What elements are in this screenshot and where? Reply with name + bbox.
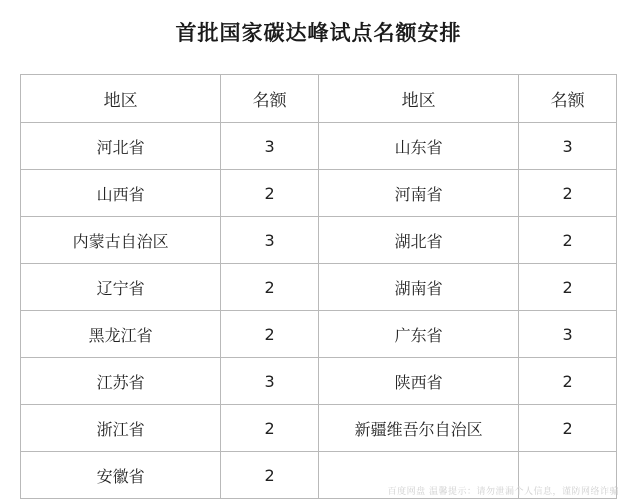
table-row bbox=[21, 452, 617, 499]
cell-region-right: 陕西省 bbox=[318, 358, 518, 405]
cell-quota-right: 2 bbox=[519, 170, 617, 217]
table-row bbox=[21, 405, 617, 452]
cell-quota-left: 2 bbox=[221, 452, 319, 499]
cell-region-right-empty bbox=[318, 452, 518, 499]
table-container bbox=[20, 74, 617, 499]
cell-quota-left: 2 bbox=[221, 311, 319, 358]
cell-quota-left: 3 bbox=[221, 217, 319, 264]
watermark-text: 百度网盘 温馨提示：请勿泄漏个人信息，谨防网络诈骗 bbox=[387, 487, 619, 497]
table-row bbox=[21, 311, 617, 358]
column-header-quota-left: 名额 bbox=[221, 75, 319, 123]
cell-region-right: 新疆维吾尔自治区 bbox=[318, 405, 518, 452]
cell-quota-right: 3 bbox=[519, 123, 617, 170]
column-header-quota-right: 名额 bbox=[519, 75, 617, 123]
table-row bbox=[21, 217, 617, 264]
column-header-region-left: 地区 bbox=[21, 75, 221, 123]
table-row bbox=[21, 170, 617, 217]
cell-quota-left: 2 bbox=[221, 264, 319, 311]
cell-region-left: 辽宁省 bbox=[21, 264, 221, 311]
table-header-row bbox=[21, 75, 617, 123]
table-row bbox=[21, 358, 617, 405]
cell-region-right: 山东省 bbox=[318, 123, 518, 170]
cell-region-left: 江苏省 bbox=[21, 358, 221, 405]
cell-quota-right: 2 bbox=[519, 405, 617, 452]
cell-region-left: 河北省 bbox=[21, 123, 221, 170]
cell-region-right: 河南省 bbox=[318, 170, 518, 217]
cell-region-left: 浙江省 bbox=[21, 405, 221, 452]
quota-table bbox=[20, 74, 617, 499]
table-row bbox=[21, 123, 617, 170]
cell-region-left: 黑龙江省 bbox=[21, 311, 221, 358]
cell-region-right: 广东省 bbox=[318, 311, 518, 358]
cell-quota-left: 3 bbox=[221, 358, 319, 405]
cell-region-right: 湖北省 bbox=[318, 217, 518, 264]
cell-region-left: 内蒙古自治区 bbox=[21, 217, 221, 264]
cell-region-left: 安徽省 bbox=[21, 452, 221, 499]
column-header-region-right: 地区 bbox=[318, 75, 518, 123]
cell-quota-right-empty bbox=[519, 452, 617, 499]
table-row bbox=[21, 264, 617, 311]
cell-quota-right: 3 bbox=[519, 311, 617, 358]
table-header bbox=[21, 75, 617, 123]
cell-quota-right: 2 bbox=[519, 264, 617, 311]
table-body bbox=[21, 123, 617, 499]
page-title: 首批国家碳达峰试点名额安排 bbox=[175, 21, 462, 45]
cell-region-right: 湖南省 bbox=[318, 264, 518, 311]
cell-quota-left: 2 bbox=[221, 405, 319, 452]
cell-quota-left: 2 bbox=[221, 170, 319, 217]
cell-quota-left: 3 bbox=[221, 123, 319, 170]
cell-quota-right: 2 bbox=[519, 358, 617, 405]
cell-region-left: 山西省 bbox=[21, 170, 221, 217]
cell-quota-right: 2 bbox=[519, 217, 617, 264]
